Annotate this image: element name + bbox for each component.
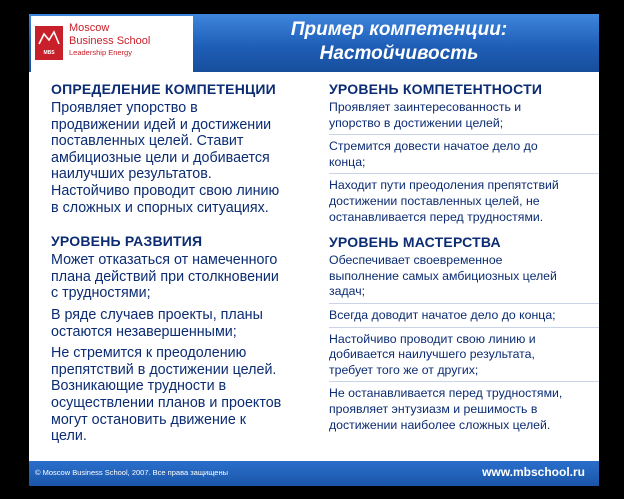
text-line: Не останавливается перед трудностями, [329, 386, 563, 401]
bullet-item [329, 178, 599, 225]
right-column [329, 80, 599, 433]
bullet-item [329, 332, 599, 379]
copyright-text: © Moscow Business School, 2007. Все права защищены [35, 468, 228, 477]
bullet-item [329, 100, 599, 131]
text-line: продвижении идей и достижении [51, 116, 272, 133]
development-body [51, 252, 326, 445]
text-line: Проявляет упорство в [51, 100, 198, 116]
bullet-item [329, 139, 599, 170]
text-line: Всегда доводит начатое дело до конца; [329, 307, 556, 322]
bullet-item [329, 253, 599, 300]
text-line: поставленных целей. Ставит [51, 133, 244, 150]
website-link[interactable]: www.mbschool.ru [482, 465, 585, 479]
text-line: Находит пути преодоления препятствий [329, 178, 559, 193]
text-line: достижении наиболее сложных целей. [329, 417, 551, 432]
text-line: Возникающие трудности в [51, 378, 227, 395]
mastery-body [329, 253, 599, 433]
slide [29, 14, 599, 486]
text-line: проявляет энтузиазм и решимость в [329, 401, 538, 416]
text-line: останавливается перед трудностями. [329, 209, 544, 224]
development-heading: УРОВЕНЬ РАЗВИТИЯ [51, 233, 203, 250]
left-column [51, 80, 326, 445]
bullet-item [329, 386, 599, 433]
definition-body [51, 100, 326, 216]
text-line: наилучших результатов. [51, 166, 212, 183]
text-line: осуществлении планов и проектов [51, 394, 282, 411]
text-line: в сложных и спорных ситуациях. [51, 199, 269, 216]
logo-mark-text: MBS [43, 50, 55, 56]
definition-heading: ОПРЕДЕЛЕНИЕ КОМПЕТЕНЦИИ [51, 81, 276, 97]
bullet-item [329, 308, 599, 324]
slide-footer [29, 461, 599, 486]
divider [329, 134, 599, 135]
text-line: требует того же от других; [329, 362, 479, 377]
text-line: плана действий при столкновении [51, 268, 279, 285]
text-line: амбициозные цели и добивается [51, 149, 270, 166]
text-line: добивается наилучшего результата, [329, 347, 535, 362]
text-line: конца; [329, 154, 366, 169]
competence-heading: УРОВЕНЬ КОМПЕТЕНТНОСТИ [329, 81, 543, 97]
slide-header [29, 14, 599, 72]
text-line: Обеспечивает своевременное [329, 253, 503, 268]
text-line: задач; [329, 284, 366, 299]
logo-name-line1: Moscow [69, 22, 110, 34]
text-line: с трудностями; [51, 285, 151, 302]
slide-title [219, 18, 579, 66]
divider [329, 381, 599, 382]
text-line: Настойчиво проводит свою линию и [329, 331, 536, 346]
mbs-logo-icon [35, 26, 63, 60]
text-line: Стремится довести начатое дело до [329, 139, 538, 154]
logo-text [69, 22, 150, 57]
text-line: Может отказаться от намеченного [51, 252, 278, 269]
bullet-item [51, 345, 326, 445]
title-line2: Настойчивость [319, 43, 479, 64]
text-line: выполнение самых амбициозных целей [329, 268, 557, 283]
mastery-heading: УРОВЕНЬ МАСТЕРСТВА [329, 234, 501, 251]
text-line: остаются незавершенными; [51, 323, 237, 340]
divider [329, 327, 599, 328]
text-line: препятствий в достижении целей. [51, 361, 277, 378]
text-line: Проявляет заинтересованность и [329, 100, 522, 114]
competence-body [329, 100, 599, 225]
divider [329, 303, 599, 304]
text-line: цели. [51, 428, 87, 445]
text-line: достижении поставленных целей, не [329, 193, 540, 208]
logo [31, 16, 193, 72]
title-line1: Пример компетенции: [290, 19, 508, 40]
text-line: упорство в достижении целей; [329, 115, 504, 130]
divider [329, 173, 599, 174]
text-line: Не стремится к преодолению [51, 345, 247, 362]
logo-tagline: Leadership Energy [69, 48, 132, 57]
text-line: Настойчиво проводит свою линию [51, 182, 280, 199]
text-line: В ряде случаев проекты, планы [51, 306, 263, 323]
text-line: могут остановить движение к [51, 411, 246, 428]
bullet-item [51, 307, 326, 340]
logo-name-line2: Business School [69, 35, 151, 47]
bullet-item [51, 252, 326, 302]
